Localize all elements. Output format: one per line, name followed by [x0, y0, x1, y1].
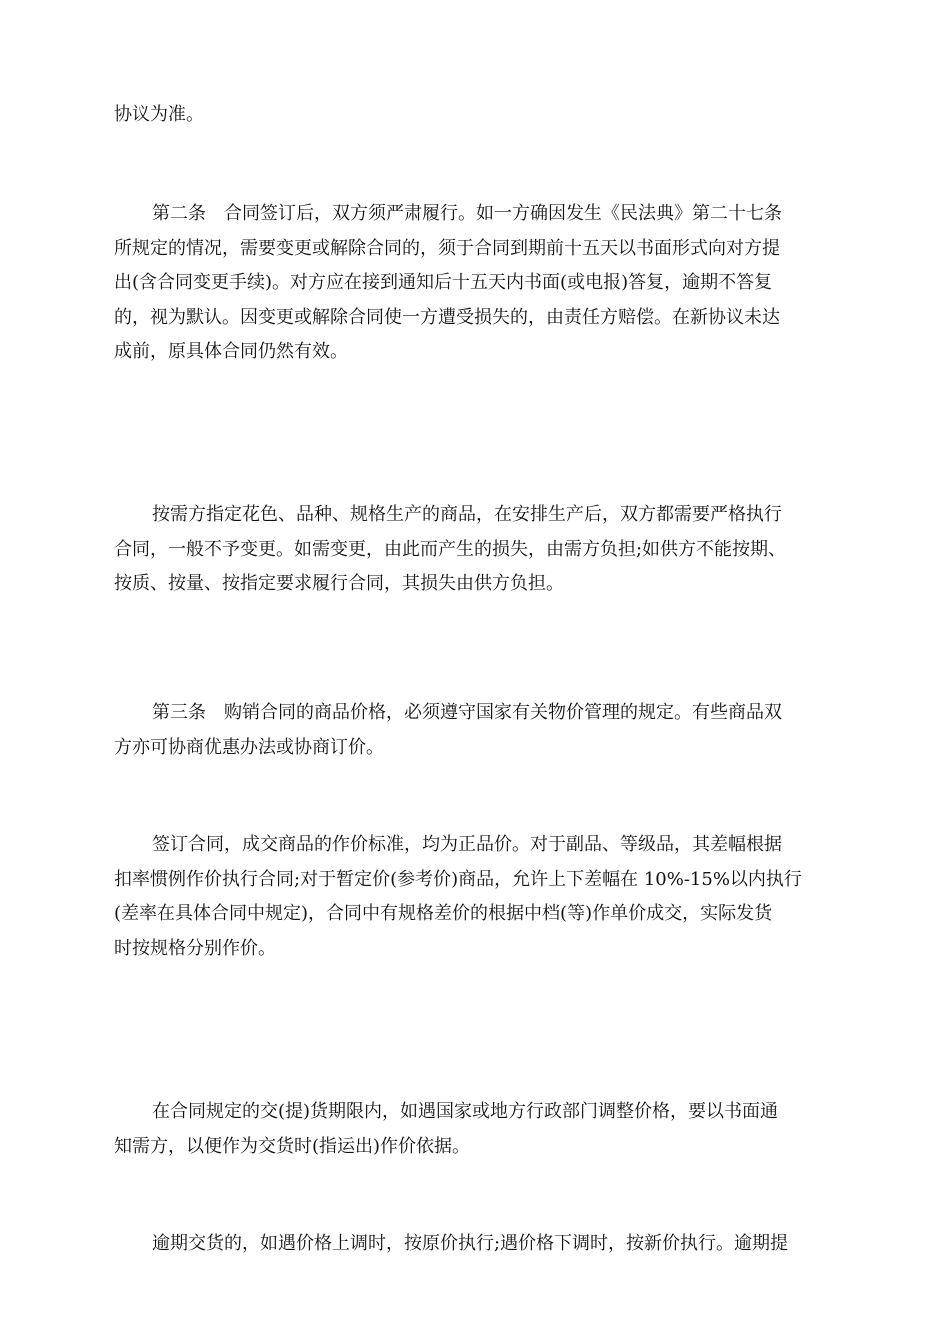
- text-line: 所规定的情况，需要变更或解除合同的，须于合同到期前十五天以书面形式向对方提: [114, 237, 780, 259]
- text-line: 第二条 合同签订后，双方须严肃履行。如一方确因发生《民法典》第二十七条: [152, 203, 782, 224]
- text-line: 成前，原具体合同仍然有效。: [114, 341, 348, 362]
- text-line: 按质、按量、按指定要求履行合同，其损失由供方负担。: [114, 573, 564, 594]
- paragraph-late-delivery: [114, 1227, 838, 1262]
- text-line: 合同，一般不予变更。如需变更，由此而产生的损失，由需方负担;如供方不能按期、: [114, 538, 787, 560]
- text-line: 扣率惯例作价执行合同;对于暂定价(参考价)商品，允许上下差幅在 10%-15%以内执行: [114, 868, 802, 890]
- text-line: (差率在具体合同中规定)，合同中有规格差价的根据中档(等)作单价成交，实际发货: [114, 903, 773, 924]
- text-line: 签订合同，成交商品的作价标准，均为正品价。对于副品、等级品，其差幅根据: [152, 834, 782, 855]
- text-line: 知需方，以便作为交货时(指运出)作价依据。: [114, 1135, 471, 1157]
- text-line: 按需方指定花色、品种、规格生产的商品，在安排生产后，双方都需要严格执行: [152, 504, 782, 525]
- text-line: 方亦可协商优惠办法或协商订价。: [114, 736, 384, 758]
- paragraph-custom-order: [114, 498, 838, 602]
- text-line: 协议为准。: [114, 104, 204, 125]
- paragraph-continuation: [114, 98, 838, 133]
- paragraph-article-3: [114, 696, 838, 765]
- paragraph-price-adjustment: [114, 1095, 838, 1164]
- paragraph-article-2: [114, 197, 838, 370]
- text-line: 逾期交货的，如遇价格上调时，按原价执行;遇价格下调时，按新价执行。逾期提: [152, 1233, 789, 1254]
- text-line: 时按规格分别作价。: [114, 937, 276, 959]
- text-line: 在合同规定的交(提)货期限内，如遇国家或地方行政部门调整价格，要以书面通: [152, 1101, 779, 1122]
- paragraph-pricing-standard: [114, 828, 838, 966]
- text-line: 出(含合同变更手续)。对方应在接到通知后十五天内书面(或电报)答复，逾期不答复: [114, 272, 773, 293]
- text-line: 的，视为默认。因变更或解除合同使一方遭受损失的，由责任方赔偿。在新协议未达: [114, 306, 780, 328]
- text-line: 第三条 购销合同的商品价格，必须遵守国家有关物价管理的规定。有些商品双: [152, 702, 782, 723]
